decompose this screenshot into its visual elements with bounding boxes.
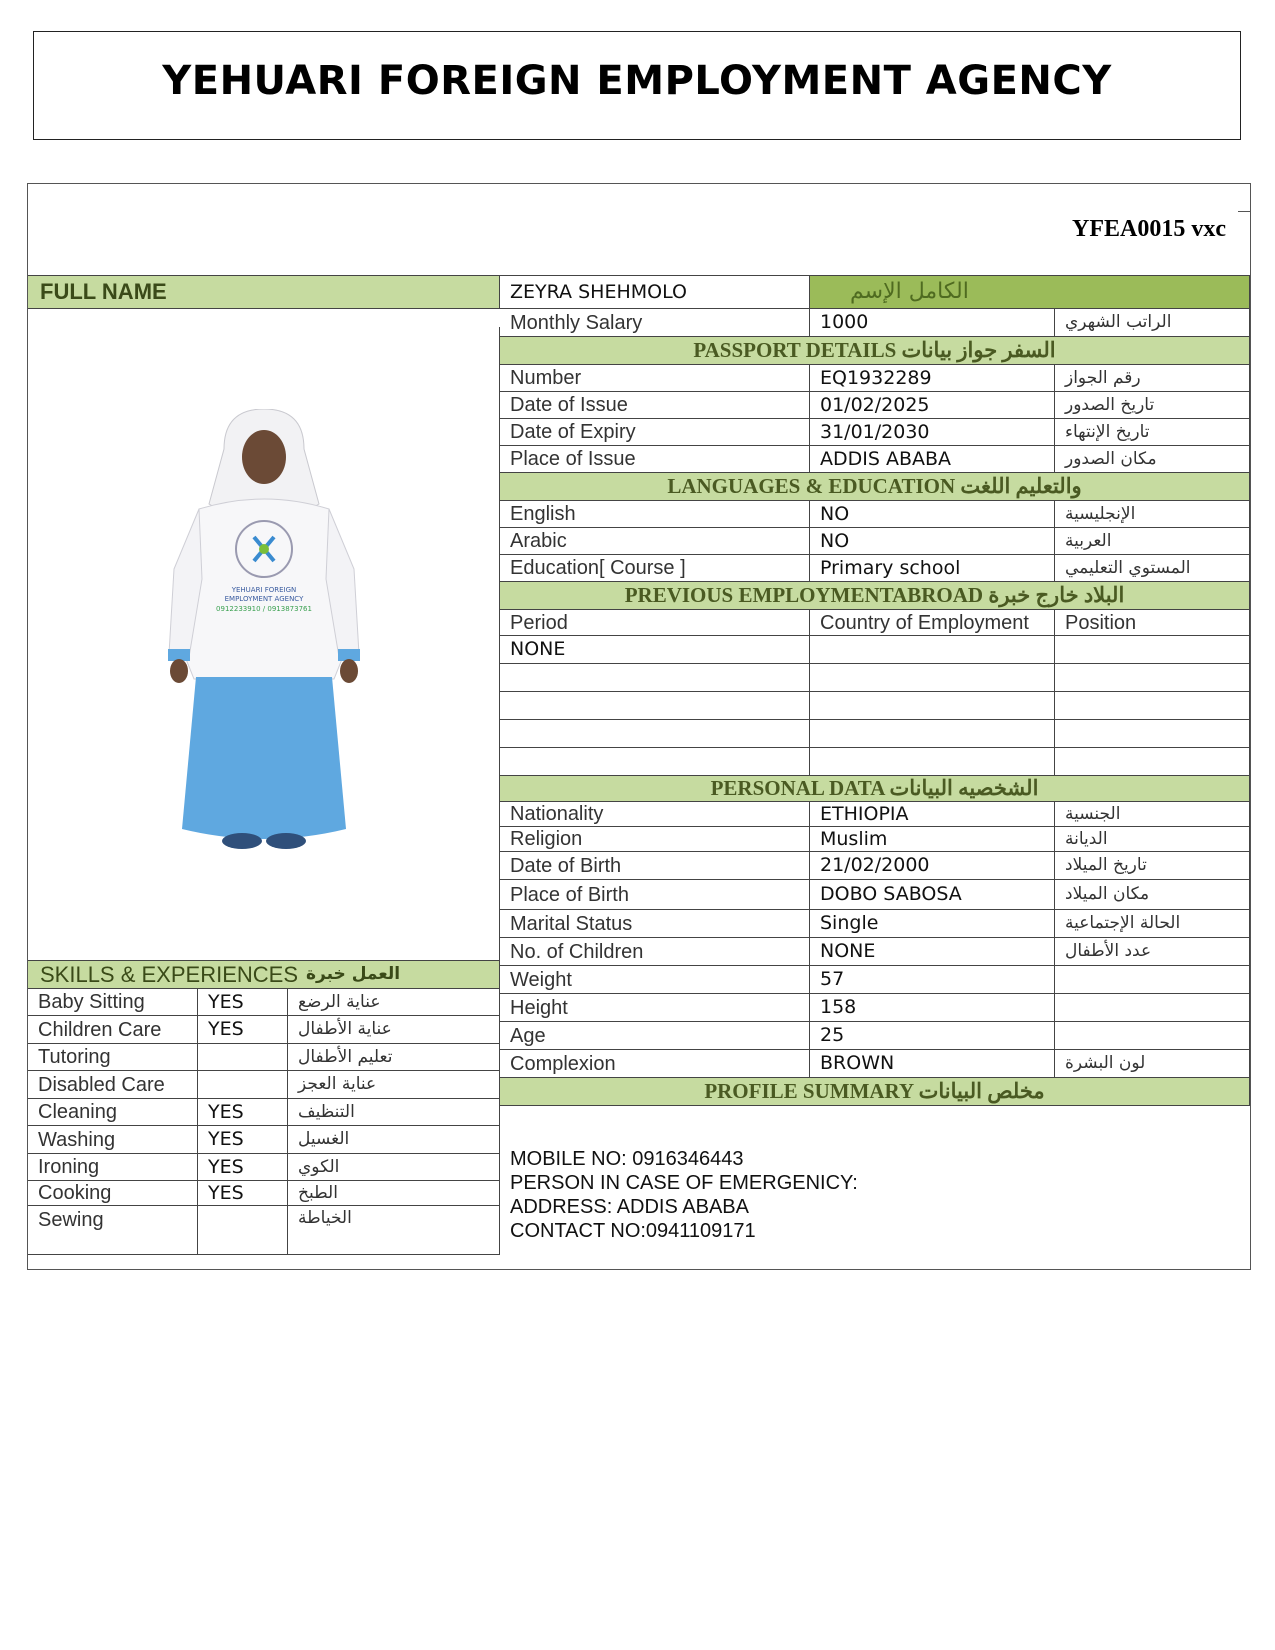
personal-label-arabic-1-text: الديانة: [1065, 828, 1108, 849]
language-label-arabic-1-text: العربية: [1065, 530, 1112, 551]
skills-heading-text: SKILLS & EXPERIENCES: [40, 961, 298, 987]
personal-label-4: Marital Status: [500, 910, 810, 938]
skill-label-2: Tutoring: [28, 1044, 198, 1071]
reference-code: YFEA0015 vxc: [1072, 216, 1226, 242]
skill-label-arabic-8: [288, 1206, 500, 1255]
passport-label-2: Date of Expiry: [500, 419, 810, 446]
personal-value-5: NONE: [810, 938, 1055, 966]
badge-line-3: 0912233910 / 0913873761: [215, 604, 312, 613]
personal-label-arabic-4-text: الحالة الإجتماعية: [1065, 913, 1181, 933]
employment-col-period: Period: [500, 610, 810, 636]
personal-label-arabic-6: [1055, 966, 1250, 994]
monthly-salary-value: 1000: [810, 309, 1055, 337]
language-label-arabic-2: [1055, 555, 1250, 582]
skill-label-6: Ironing: [28, 1154, 198, 1181]
language-value-1: NO: [810, 528, 1055, 555]
profile-summary-text: [500, 1139, 1250, 1269]
skill-label-arabic-3: [288, 1071, 500, 1099]
skill-label-arabic-3-text: عناية العجز: [298, 1074, 377, 1094]
passport-label-1: Date of Issue: [500, 392, 810, 419]
skill-label-arabic-1: [288, 1016, 500, 1044]
employment-row-1-country: [810, 664, 1055, 692]
employment-row-1-period: [500, 664, 810, 692]
skill-label-7: Cooking: [28, 1181, 198, 1206]
personal-value-1: Muslim: [810, 827, 1055, 852]
passport-label-arabic-0: [1055, 365, 1250, 392]
skill-label-arabic-7: [288, 1181, 500, 1206]
passport-label-arabic-1: [1055, 392, 1250, 419]
language-value-0: NO: [810, 501, 1055, 528]
personal-label-arabic-5-text: عدد الأطفال: [1065, 941, 1152, 961]
passport-value-2: 31/01/2030: [810, 419, 1055, 446]
skill-label-arabic-8-text: الخياطة: [298, 1208, 352, 1228]
passport-value-0: EQ1932289: [810, 365, 1055, 392]
skill-value-4: YES: [198, 1099, 288, 1126]
personal-label-2: Date of Birth: [500, 852, 810, 880]
skill-label-arabic-2-text: تعليم الأطفال: [298, 1046, 393, 1067]
language-label-0: English: [500, 501, 810, 528]
personal-label-arabic-7: [1055, 994, 1250, 1022]
employment-row-0-position: [1055, 636, 1250, 664]
personal-label-arabic-3-text: مكان الميلاد: [1065, 884, 1150, 904]
employment-row-2-position: [1055, 692, 1250, 720]
badge-line-1: YEHUARI FOREIGN: [231, 585, 296, 594]
full-name-label-arabic: الكامل الإسم: [810, 276, 1250, 309]
personal-value-6: 57: [810, 966, 1055, 994]
skill-label-arabic-4: [288, 1099, 500, 1126]
employment-form: [27, 183, 1251, 1270]
previous-employment-heading: PREVIOUS EMPLOYMENTABROAD البلاد خارج خبرة: [500, 582, 1250, 610]
passport-value-3: ADDIS ABABA: [810, 446, 1055, 473]
passport-value-1: 01/02/2025: [810, 392, 1055, 419]
personal-label-arabic-4: [1055, 910, 1250, 938]
skill-value-5: YES: [198, 1126, 288, 1154]
language-label-arabic-0-text: الإنجليسية: [1065, 503, 1136, 524]
employment-row-4-country: [810, 748, 1055, 776]
language-label-arabic-1: [1055, 528, 1250, 555]
personal-value-2: 21/02/2000: [810, 852, 1055, 880]
badge-line-2: EMPLOYMENT AGENCY: [224, 594, 303, 603]
person-figure-icon: [154, 409, 374, 879]
full-name-value: ZEYRA SHEHMOLO: [500, 276, 810, 309]
skill-value-7: YES: [198, 1181, 288, 1206]
personal-label-1: Religion: [500, 827, 810, 852]
skill-label-arabic-4-text: التنظيف: [298, 1101, 355, 1122]
skill-label-5: Washing: [28, 1126, 198, 1154]
employment-row-3-country: [810, 720, 1055, 748]
employment-row-1-position: [1055, 664, 1250, 692]
skill-value-3: [198, 1071, 288, 1099]
personal-label-arabic-1: [1055, 827, 1250, 852]
personal-label-arabic-9-text: لون البشرة: [1065, 1053, 1146, 1073]
personal-data-heading: PERSONAL DATA الشخصيه البيانات: [500, 776, 1250, 802]
skill-value-1: YES: [198, 1016, 288, 1044]
language-label-1: Arabic: [500, 528, 810, 555]
agency-title-box: [33, 31, 1241, 140]
monthly-salary-arabic-text: الراتب الشهري: [1065, 312, 1172, 332]
personal-label-arabic-9: [1055, 1050, 1250, 1078]
agency-title: YEHUARI FOREIGN EMPLOYMENT AGENCY: [162, 57, 1112, 104]
personal-label-arabic-0-text: الجنسية: [1065, 803, 1121, 824]
skill-label-arabic-5: [288, 1126, 500, 1154]
personal-label-arabic-5: [1055, 938, 1250, 966]
skill-value-0: YES: [198, 989, 288, 1016]
skill-label-arabic-0: [288, 989, 500, 1016]
skill-label-arabic-6-text: الكوي: [298, 1156, 340, 1177]
employment-row-2-period: [500, 692, 810, 720]
monthly-salary-label: Monthly Salary: [500, 309, 810, 337]
applicant-photo: [28, 327, 500, 961]
passport-label-arabic-0-text: رقم الجواز: [1065, 367, 1141, 388]
personal-value-7: 158: [810, 994, 1055, 1022]
personal-value-4: Single: [810, 910, 1055, 938]
skill-label-arabic-7-text: الطبخ: [298, 1182, 338, 1203]
language-label-arabic-0: [1055, 501, 1250, 528]
summary-emergency: PERSON IN CASE OF EMERGENICY:: [510, 1172, 858, 1194]
skill-label-3: Disabled Care: [28, 1071, 198, 1099]
passport-label-arabic-3-text: مكان الصدور: [1065, 448, 1157, 469]
personal-label-5: No. of Children: [500, 938, 810, 966]
employment-row-3-period: [500, 720, 810, 748]
personal-label-arabic-8: [1055, 1022, 1250, 1050]
skill-label-arabic-6: [288, 1154, 500, 1181]
corner-tick: [1238, 211, 1250, 212]
personal-label-arabic-0: [1055, 802, 1250, 827]
personal-label-9: Complexion: [500, 1050, 810, 1078]
personal-value-9: BROWN: [810, 1050, 1055, 1078]
skill-label-arabic-2: [288, 1044, 500, 1071]
employment-row-4-period: [500, 748, 810, 776]
personal-label-arabic-3: [1055, 880, 1250, 910]
personal-label-7: Height: [500, 994, 810, 1022]
skill-label-arabic-0-text: عناية الرضع: [298, 991, 381, 1012]
passport-label-0: Number: [500, 365, 810, 392]
skill-value-6: YES: [198, 1154, 288, 1181]
skill-value-8: [198, 1206, 288, 1255]
employment-row-2-country: [810, 692, 1055, 720]
employment-row-4-position: [1055, 748, 1250, 776]
personal-value-0: ETHIOPIA: [810, 802, 1055, 827]
skills-heading: [28, 961, 500, 989]
personal-label-6: Weight: [500, 966, 810, 994]
languages-heading: LANGUAGES & EDUCATION والتعليم اللغت: [500, 473, 1250, 501]
passport-label-arabic-2-text: تاريخ الإنتهاء: [1065, 421, 1150, 442]
personal-value-3: DOBO SABOSA: [810, 880, 1055, 910]
passport-label-3: Place of Issue: [500, 446, 810, 473]
language-value-2: Primary school: [810, 555, 1055, 582]
personal-label-arabic-2: [1055, 852, 1250, 880]
monthly-salary-label-arabic: [1055, 309, 1250, 337]
summary-address: ADDRESS: ADDIS ABABA: [510, 1196, 749, 1218]
employment-row-3-position: [1055, 720, 1250, 748]
summary-contact: CONTACT NO:0941109171: [510, 1220, 756, 1242]
personal-value-8: 25: [810, 1022, 1055, 1050]
employment-col-position: Position: [1055, 610, 1250, 636]
passport-label-arabic-3: [1055, 446, 1250, 473]
skill-label-arabic-5-text: الغسيل: [298, 1129, 350, 1149]
personal-label-8: Age: [500, 1022, 810, 1050]
employment-row-0-period: NONE: [500, 636, 810, 664]
personal-label-3: Place of Birth: [500, 880, 810, 910]
passport-heading: PASSPORT DETAILS السفر جواز بيانات: [500, 337, 1250, 365]
language-label-arabic-2-text: المستوي التعليمي: [1065, 557, 1191, 578]
skills-heading-arabic: العمل خبرة: [306, 964, 401, 984]
skill-label-0: Baby Sitting: [28, 989, 198, 1016]
personal-label-0: Nationality: [500, 802, 810, 827]
skill-label-1: Children Care: [28, 1016, 198, 1044]
language-label-2: Education[ Course ]: [500, 555, 810, 582]
skill-label-arabic-1-text: عناية الأطفال: [298, 1019, 392, 1039]
passport-label-arabic-1-text: تاريخ الصدور: [1065, 394, 1155, 415]
personal-label-arabic-2-text: تاريخ الميلاد: [1065, 855, 1147, 875]
skill-value-2: [198, 1044, 288, 1071]
employment-row-0-country: [810, 636, 1055, 664]
employment-col-country: Country of Employment: [810, 610, 1055, 636]
full-name-label: FULL NAME: [28, 276, 500, 309]
skill-label-4: Cleaning: [28, 1099, 198, 1126]
passport-label-arabic-2: [1055, 419, 1250, 446]
summary-mobile: MOBILE NO: 0916346443: [510, 1148, 744, 1170]
skill-label-8: Sewing: [28, 1206, 198, 1255]
profile-summary-heading: PROFILE SUMMARY مخلص البيانات: [500, 1078, 1250, 1106]
